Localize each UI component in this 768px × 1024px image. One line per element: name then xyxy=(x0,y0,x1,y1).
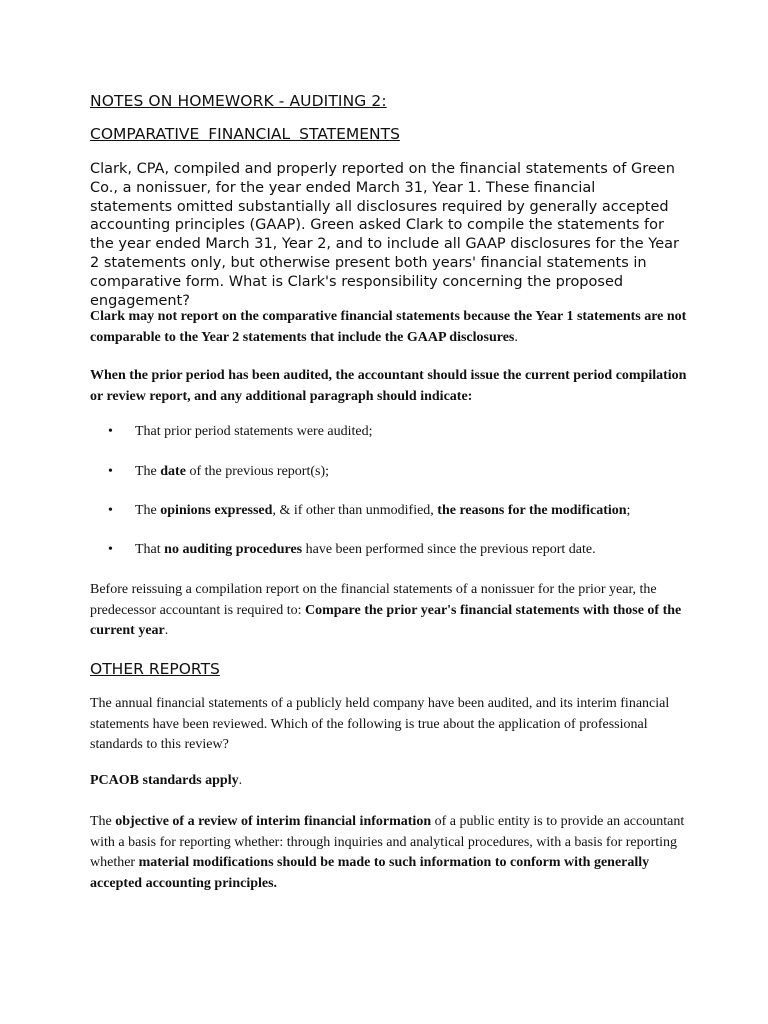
bullet-text-part: The xyxy=(135,464,161,479)
bullet-text-part: The xyxy=(135,503,161,518)
answer-paragraph-1 xyxy=(90,307,690,348)
bullet-bold-part: opinions expressed xyxy=(160,503,273,518)
section-heading-other-reports: OTHER REPORTS xyxy=(90,660,220,678)
reissue-text: Before reissuing a compilation report on the financial statements of a nonissuer for the prior year, the predecessor accountant is required to: xyxy=(90,582,657,618)
prior-period-intro: When the prior period has been audited, the accountant should issue the current period compilation or review report, and any additional paragraph should indicate: xyxy=(90,368,687,404)
bullet-text-part: That xyxy=(135,542,165,557)
objective-text: The xyxy=(90,814,116,829)
bullet-icon: • xyxy=(108,424,113,439)
answer-bold-text: PCAOB standards apply xyxy=(90,773,239,788)
bullet-icon: • xyxy=(108,503,113,518)
bullet-text-part: ; xyxy=(626,503,631,518)
answer-paragraph-2 xyxy=(90,773,242,789)
bullet-bold-part: no auditing procedures xyxy=(164,542,303,557)
question-paragraph-2: The annual financial statements of a publicly held company have been audited, and its interim financial statements have been reviewed. Which of the following is true about the application of professional standards to this review? xyxy=(90,696,670,752)
answer-period: . xyxy=(238,773,243,788)
bullet-text-part: have been performed since the previous report date. xyxy=(302,542,596,557)
bullet-icon: • xyxy=(108,464,113,479)
objective-text: of a public entity is to provide an accountant with a basis for reporting whether: through inquiries and analytical procedures, with a basis for reporting whether xyxy=(90,814,685,870)
reissue-paragraph xyxy=(90,580,690,642)
objective-paragraph xyxy=(90,812,690,894)
bullet-icon: • xyxy=(108,542,113,557)
reissue-bold-text: Compare the prior year's financial statements with those of the current year xyxy=(90,602,682,638)
section-heading-comparative: COMPARATIVE FINANCIAL STATEMENTS xyxy=(90,125,400,143)
bullet-text-part: of the previous report(s); xyxy=(185,464,330,479)
answer-bold-text: Clark may not report on the comparative financial statements because the Year 1 statements are not comparable to the Year 2 statements that include the GAAP disclosures xyxy=(90,309,687,345)
bullet-text xyxy=(135,503,630,519)
objective-bold-text: material modifications should be made to such information to conform with generally accepted accounting principles. xyxy=(90,855,650,891)
objective-bold-text: objective of a review of interim financial information xyxy=(115,814,432,829)
bullet-text-part: , & if other than unmodified, xyxy=(272,503,438,518)
question-paragraph-1: Clark, CPA, compiled and properly reported on the financial statements of Green Co., a nonissuer, for the year ended March 31, Year 1. These financial statements omitted substantially all disclosures required by generally accepted accounting principles (GAAP). Green asked Clark to compile the statements for the year ended March 31, Year 2, and to include all GAAP disclosures for the Year 2 statements only, but otherwise present both years' financial statements in comparative form. What is Clark's responsibility concerning the proposed engagement? xyxy=(90,161,680,309)
bullet-bold-part: the reasons for the modification xyxy=(437,503,627,518)
bullet-text: That prior period statements were audited; xyxy=(135,424,373,439)
answer-period: . xyxy=(514,329,518,345)
bullet-text xyxy=(135,464,329,480)
reissue-period: . xyxy=(164,623,169,638)
bullet-bold-part: date xyxy=(160,464,186,479)
document-title: NOTES ON HOMEWORK - AUDITING 2: xyxy=(90,92,387,110)
bullet-text xyxy=(135,542,596,558)
